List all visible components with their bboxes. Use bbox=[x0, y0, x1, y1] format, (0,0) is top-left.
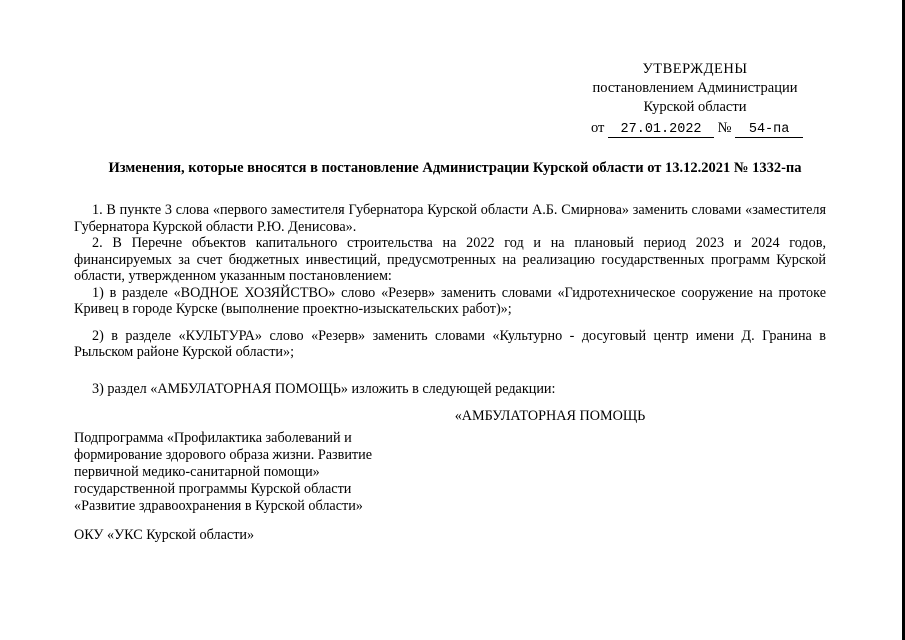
paragraph-2: 2. В Перечне объектов капитального строительства на 2022 год и на плановый период 2023 и 2024 годов, финансируемых за счет бюджетных инвестиций, предусмотренных на реализацию государственных программ Курской области, утвержденном указанным постановлением: bbox=[74, 235, 826, 284]
subprogram-line-2: формирование здорового образа жизни. Развитие bbox=[74, 447, 373, 463]
document-body bbox=[74, 202, 826, 425]
subprogram-line-3: первичной медико-санитарной помощи» bbox=[74, 464, 320, 480]
customer-name: ОКУ «УКС Курской области» bbox=[74, 527, 255, 543]
subprogram-line-5: «Развитие здравоохранения в Курской области» bbox=[74, 498, 363, 514]
approval-number: 54-па bbox=[735, 122, 803, 138]
approval-title: УТВЕРЖДЕНЫ bbox=[642, 61, 748, 77]
paragraph-5: 3) раздел «АМБУЛАТОРНАЯ ПОМОЩЬ» изложить в следующей редакции: bbox=[92, 380, 556, 397]
approval-block bbox=[560, 60, 830, 138]
paragraph-4: 2) в разделе «КУЛЬТУРА» слово «Резерв» заменить словами «Культурно - досуговый центр имени Д. Гранина в Рыльском районе Курской области»; bbox=[74, 327, 826, 360]
number-prefix: № bbox=[717, 120, 732, 136]
document-heading: Изменения, которые вносятся в постановление Администрации Курской области от 13.12.2021 № 1332-па bbox=[108, 160, 802, 176]
paragraph-1: 1. В пункте 3 слова «первого заместителя Губернатора Курской области А.Б. Смирнова» заменить словами «заместителя Губернатора Курской области Р.Ю. Денисова». bbox=[74, 202, 826, 235]
date-prefix: от bbox=[591, 120, 605, 136]
subprogram-line-4: государственной программы Курской области bbox=[74, 481, 352, 497]
approval-line-1: постановлением Администрации bbox=[592, 80, 798, 96]
subprogram-line-1: Подпрограмма «Профилактика заболеваний и bbox=[74, 430, 352, 446]
approval-line-2: Курской области bbox=[643, 99, 747, 115]
approval-date-line bbox=[560, 119, 830, 138]
approval-date: 27.01.2022 bbox=[608, 122, 714, 138]
section-title: «АМБУЛАТОРНАЯ ПОМОЩЬ bbox=[454, 408, 646, 424]
paragraph-3: 1) в разделе «ВОДНОЕ ХОЗЯЙСТВО» слово «Резерв» заменить словами «Гидротехническое сооружение на протоке Кривец в городе Курске (выполнение проектно-изыскательских работ)»; bbox=[74, 284, 826, 317]
subprogram-block bbox=[74, 430, 394, 515]
